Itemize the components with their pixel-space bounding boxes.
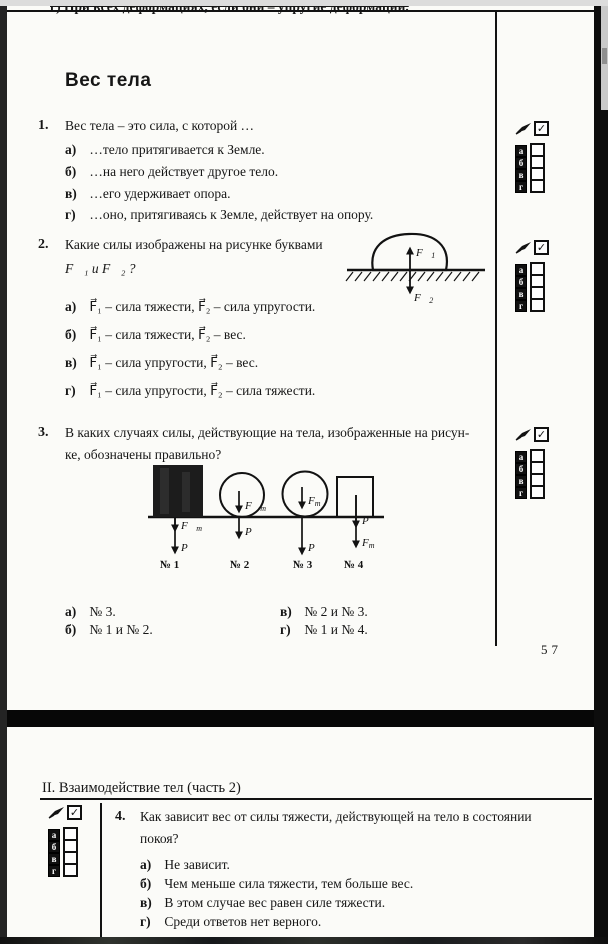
option-text: Не зависит. — [164, 857, 230, 872]
q4-option-a — [140, 857, 230, 873]
q3-answer-panel — [515, 427, 559, 499]
option-letter: б) — [65, 327, 77, 342]
option-letter: в) — [65, 355, 77, 370]
q1-option-b — [65, 164, 278, 180]
answer-letter-b: б — [515, 463, 527, 475]
section-title: Вес тела — [65, 70, 152, 91]
answer-letter-v: в — [515, 475, 527, 487]
option-letter: в) — [65, 186, 77, 201]
q4-option-b — [140, 876, 413, 892]
scrollbar-thumb[interactable] — [602, 48, 607, 64]
q2-answer-panel — [515, 240, 559, 312]
page-gap-band — [0, 710, 608, 727]
svg-text:№ 1: № 1 — [160, 559, 180, 571]
q2-checkbox-g[interactable] — [530, 298, 545, 312]
option-text: F⃗₁ – сила тяжести, F⃗₂ – вес. — [89, 327, 246, 342]
answer-letter-a: а — [515, 264, 527, 276]
answer-letter-v: в — [48, 853, 60, 865]
option-text: F⃗₁ – сила упругости, F⃗₂ – сила тяжести. — [89, 383, 316, 398]
answer-letter-b: б — [515, 276, 527, 288]
svg-text:F⃗т: F⃗т — [181, 520, 203, 533]
option-text: № 2 и № 3. — [304, 604, 368, 619]
body-3-ball — [283, 472, 328, 572]
option-text: F⃗₁ – сила упругости, F⃗₂ – вес. — [89, 355, 259, 370]
example-checked-checkbox: ✓ — [534, 240, 549, 255]
answer-letter-a: а — [515, 145, 527, 157]
pencil-icon — [515, 241, 532, 254]
q4-option-v — [140, 895, 385, 911]
svg-text:№ 4: № 4 — [344, 559, 364, 571]
q4-number: 4. — [115, 809, 126, 824]
option-letter: а) — [65, 142, 77, 157]
worksheet-page-2 — [7, 727, 594, 937]
q4-text-line2: покоя? — [140, 831, 179, 846]
q4-option-g — [140, 914, 321, 930]
mark-answer-header — [515, 121, 559, 136]
q1-text: Вес тела – это сила, с которой … — [65, 118, 255, 133]
scan-left-edge — [0, 6, 7, 944]
option-text: …на него действует другое тело. — [89, 164, 279, 179]
option-letter: г) — [65, 383, 76, 398]
option-text: № 1 и № 4. — [304, 622, 368, 637]
mark-answer-header — [515, 427, 559, 442]
svg-text:P: P — [308, 542, 315, 554]
option-text: № 3. — [89, 604, 116, 619]
answer-letter-v: в — [515, 169, 527, 181]
option-text: Среди ответов нет верного. — [164, 914, 322, 929]
force-f2-label: F⃗2 — [414, 292, 434, 304]
q1-number: 1. — [38, 118, 49, 133]
example-checked-checkbox: ✓ — [534, 121, 549, 136]
svg-text:№ 2: № 2 — [230, 559, 250, 571]
force-f1-label: F⃗1 — [416, 247, 436, 260]
option-letter: в) — [280, 604, 292, 619]
example-checked-checkbox: ✓ — [67, 805, 82, 820]
header-underline — [40, 798, 592, 800]
option-text: Чем меньше сила тяжести, тем больше вес. — [164, 876, 414, 891]
svg-text:№ 3: № 3 — [293, 559, 313, 571]
q2-option-v — [65, 355, 258, 371]
scan-bottom-edge — [0, 937, 608, 944]
option-text: …тело притягивается к Земле. — [89, 142, 265, 157]
option-letter: а) — [65, 604, 77, 619]
option-letter: б) — [140, 876, 152, 891]
answer-row-g — [515, 298, 559, 312]
question2-figure — [343, 222, 491, 304]
q2-text: Какие силы изображены на рисунке буквами — [65, 237, 323, 252]
q2-option-a — [65, 299, 315, 315]
option-letter: а) — [65, 299, 77, 314]
q2-text-formula: F⃗₁ и F⃗₂ ? — [65, 261, 136, 276]
section-header: II. Взаимодействие тел (часть 2) — [42, 780, 241, 796]
example-checked-checkbox: ✓ — [534, 427, 549, 442]
q4-checkbox-g[interactable] — [63, 863, 78, 877]
q3-checkbox-g[interactable] — [530, 485, 545, 499]
q1-option-a — [65, 142, 265, 158]
option-letter: в) — [140, 895, 152, 910]
answer-column-divider — [100, 803, 102, 937]
q3-option-b — [65, 622, 153, 638]
pencil-icon — [48, 806, 65, 819]
answer-row-g — [515, 485, 559, 499]
option-letter: а) — [140, 857, 152, 872]
top-border-line — [7, 10, 594, 12]
answer-row-g — [515, 179, 559, 193]
q1-answer-panel — [515, 121, 559, 193]
answer-letter-g: г — [515, 300, 527, 312]
option-text: F⃗₁ – сила тяжести, F⃗₂ – сила упругости. — [89, 299, 316, 314]
ground-hatching — [346, 272, 479, 281]
svg-text:P: P — [362, 515, 369, 527]
svg-text:F⃗т: F⃗т — [245, 500, 267, 513]
q3-text-line1: В каких случаях силы, действующие на тела, изображенные на рисун- — [65, 425, 470, 440]
q3-option-a — [65, 604, 116, 620]
window-top-strip — [0, 0, 608, 6]
question3-figure — [138, 454, 398, 578]
q2-option-b — [65, 327, 246, 343]
option-letter: г) — [140, 914, 151, 929]
q3-option-g — [280, 622, 368, 638]
body-4-block — [337, 477, 375, 571]
svg-text:P⃗: P⃗ — [245, 526, 261, 538]
answer-letter-b: б — [48, 841, 60, 853]
answer-letter-g: г — [515, 181, 527, 193]
q1-option-v — [65, 186, 231, 202]
answer-letter-g: г — [48, 865, 60, 877]
q3-option-v — [280, 604, 368, 620]
pencil-icon — [515, 122, 532, 135]
q4-answer-panel — [48, 805, 92, 877]
option-text: …его удерживает опора. — [89, 186, 231, 201]
option-text: В этом случае вес равен силе тяжести. — [164, 895, 386, 910]
mark-answer-header — [48, 805, 92, 820]
option-text: № 1 и № 2. — [89, 622, 153, 637]
option-letter: б) — [65, 622, 77, 637]
option-letter: г) — [280, 622, 291, 637]
answer-letter-b: б — [515, 157, 527, 169]
q3-text-line2: ке, обозначены правильно? — [65, 447, 222, 462]
answer-column-divider — [495, 10, 497, 646]
scan-right-edge — [594, 6, 608, 944]
svg-text:Fт: Fт — [308, 495, 321, 508]
option-text: …оно, притягиваясь к Земле, действует на опору. — [89, 207, 374, 222]
q2-option-g — [65, 383, 315, 399]
worksheet-page-1 — [7, 6, 594, 710]
q2-number: 2. — [38, 237, 49, 252]
q1-option-g — [65, 207, 373, 223]
mark-answer-header — [515, 240, 559, 255]
body-2-ball — [220, 473, 266, 571]
pencil-icon — [515, 428, 532, 441]
option-letter: г) — [65, 207, 76, 222]
q1-checkbox-g[interactable] — [530, 179, 545, 193]
option-letter: б) — [65, 164, 77, 179]
answer-letter-g: г — [515, 487, 527, 499]
answer-letter-a: а — [515, 451, 527, 463]
answer-letter-v: в — [515, 288, 527, 300]
q3-number: 3. — [38, 425, 49, 440]
q4-text-line1: Как зависит вес от силы тяжести, действующей на тело в состоянии — [140, 809, 532, 824]
svg-text:Fт: Fт — [362, 537, 375, 550]
svg-text:P⃗: P⃗ — [181, 542, 197, 554]
page-number: 57 — [541, 642, 562, 657]
answer-row-g — [48, 863, 92, 877]
answer-letter-a: а — [48, 829, 60, 841]
